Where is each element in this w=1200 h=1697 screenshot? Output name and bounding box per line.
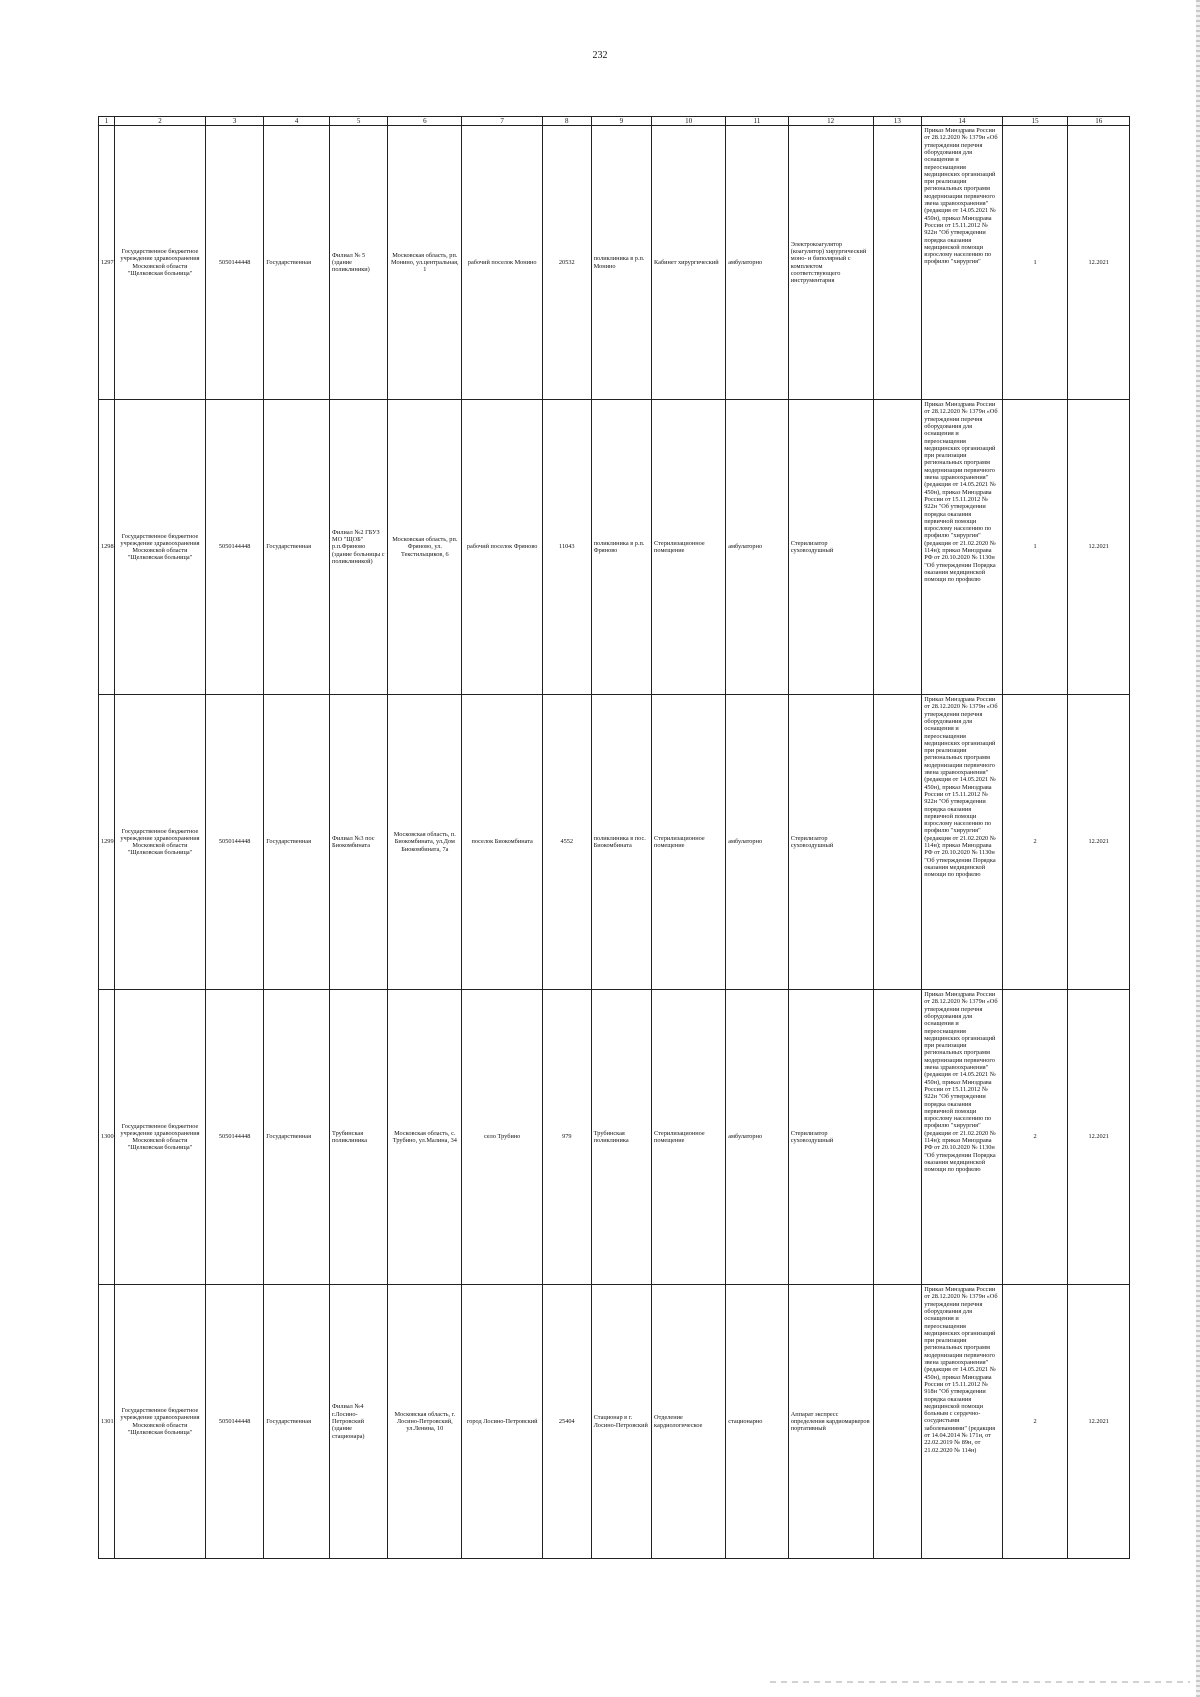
institution-cell: Государственное бюджетное учреждение здравоохранения Московской области "Щелковская больница": [114, 990, 205, 1285]
room-cell: Кабинет хирургический: [652, 126, 726, 400]
facility-cell: Стационар в г. Лосино-Петровский: [591, 1285, 651, 1559]
address-cell: Московская область, рп. Монино, ул.центральная, 1: [388, 126, 462, 400]
quantity-cell: 2: [1002, 990, 1068, 1285]
population-cell: 11043: [542, 400, 591, 695]
equipment-cell: Стерилизатор суховоздушный: [788, 990, 873, 1285]
legal-basis-cell: Приказ Минздрава России от 28.12.2020 № 1379н «Об утверждении перечня оборудования для оснащения и переоснащения медицинских организаций при реализации региональных программ модернизации первичного звена здравоохранения"(редакция от 14.05.2021 № 450н), приказ Минздрава России от 15.11.2012 № 922н "Об утверждении порядка оказания первичной помощи взрослому населению по профилю "хирургия" (редакция от 21.02.2020 № 114н); приказ Минздрава РФ от 20.10.2020 № 1130н "Об утверждении Порядка оказания медицинской помощи по профилю: [922, 990, 1003, 1285]
facility-cell: поликлиника в р.п. Фряново: [591, 400, 651, 695]
equipment-cell: Электрокоагулятор (коагулятор) хирургический моно- и биполярный с комплектом соответствующего инструментария: [788, 126, 873, 400]
legal-basis-cell: Приказ Минздрава России от 28.12.2020 № 1379н «Об утверждении перечня оборудования для оснащения и переоснащения медицинских организаций при реализации региональных программ модернизации первичного звена здравоохранения"(редакция от 14.05.2021 № 450н), приказ Минздрава России от 15.11.2012 № 922н "Об утверждении порядка оказания первичной помощи взрослому населению по профилю "хирургия" (редакция от 21.02.2020 № 114н); приказ Минздрава РФ от 20.10.2020 № 1130н "Об утверждении Порядка оказания медицинской помощи по профилю: [922, 695, 1003, 990]
date-cell: 12.2021: [1068, 695, 1130, 990]
column-13-cell: [873, 1285, 922, 1559]
column-header: 10: [652, 117, 726, 126]
column-header: 6: [388, 117, 462, 126]
quantity-cell: 2: [1002, 695, 1068, 990]
room-cell: Стерилизационное помещение: [652, 400, 726, 695]
column-header: 7: [462, 117, 543, 126]
row-number-cell: 1299: [99, 695, 115, 990]
column-header: 12: [788, 117, 873, 126]
equipment-cell: Стерилизатор суховоздушный: [788, 695, 873, 990]
subdivision-cell: Филиал № 5 (здание поликлиники): [329, 126, 387, 400]
population-cell: 20532: [542, 126, 591, 400]
column-header: 13: [873, 117, 922, 126]
address-cell: Московская область, с. Трубино, ул.Малина, 34: [388, 990, 462, 1285]
page-number: 232: [592, 50, 608, 61]
row-number-cell: 1298: [99, 400, 115, 695]
column-header: 5: [329, 117, 387, 126]
column-header: 1: [99, 117, 115, 126]
quantity-cell: 1: [1002, 126, 1068, 400]
ownership-cell: Государственная: [264, 990, 330, 1285]
settlement-cell: рабочий поселок Фряново: [462, 400, 543, 695]
facility-cell: поликлиника в пос. Биокомбината: [591, 695, 651, 990]
table-row: [99, 400, 1130, 695]
quantity-cell: 1: [1002, 400, 1068, 695]
column-number-row: [99, 117, 1130, 126]
column-header: 14: [922, 117, 1003, 126]
inn-cell: 5050144448: [206, 695, 264, 990]
date-cell: 12.2021: [1068, 126, 1130, 400]
address-cell: Московская область, п. Биокомбината, ул.Дом Биокомбината, 7а: [388, 695, 462, 990]
table-row: [99, 695, 1130, 990]
equipment-table: [98, 116, 1130, 1559]
ownership-cell: Государственная: [264, 695, 330, 990]
ownership-cell: Государственная: [264, 126, 330, 400]
equipment-cell: Аппарат экспресс определения кардиомаркеров портативный: [788, 1285, 873, 1559]
legal-basis-cell: Приказ Минздрава России от 28.12.2020 № 1379н «Об утверждении перечня оборудования для оснащения и переоснащения медицинских организаций при реализации региональных программ модернизации первичного звена здравоохранения"(редакция от 14.05.2021 № 450н), приказ Минздрава России от 15.11.2012 № 922н "Об утверждении порядка оказания медицинской помощи взрослому населению по профилю "хирургия": [922, 126, 1003, 400]
column-header: 3: [206, 117, 264, 126]
care-type-cell: стационарно: [726, 1285, 789, 1559]
subdivision-cell: Трубинская поликлиника: [329, 990, 387, 1285]
scanner-edge-artifact: [1196, 0, 1200, 1697]
row-number-cell: 1301: [99, 1285, 115, 1559]
settlement-cell: рабочий поселок Монино: [462, 126, 543, 400]
care-type-cell: амбулаторно: [726, 126, 789, 400]
institution-cell: Государственное бюджетное учреждение здравоохранения Московской области "Щелковская больница": [114, 1285, 205, 1559]
subdivision-cell: Филиал №3 пос Биокомбината: [329, 695, 387, 990]
facility-cell: поликлиника в р.п. Монино: [591, 126, 651, 400]
population-cell: 4552: [542, 695, 591, 990]
column-header: 2: [114, 117, 205, 126]
population-cell: 979: [542, 990, 591, 1285]
column-header: 8: [542, 117, 591, 126]
inn-cell: 5050144448: [206, 1285, 264, 1559]
table-row: [99, 990, 1130, 1285]
column-header: 16: [1068, 117, 1130, 126]
settlement-cell: село Трубино: [462, 990, 543, 1285]
column-header: 11: [726, 117, 789, 126]
equipment-cell: Стерилизатор суховоздушный: [788, 400, 873, 695]
inn-cell: 5050144448: [206, 990, 264, 1285]
care-type-cell: амбулаторно: [726, 400, 789, 695]
institution-cell: Государственное бюджетное учреждение здравоохранения Московской области "Щелковская больница": [114, 400, 205, 695]
ownership-cell: Государственная: [264, 1285, 330, 1559]
column-header: 4: [264, 117, 330, 126]
institution-cell: Государственное бюджетное учреждение здравоохранения Московской области "Щелковская больница": [114, 126, 205, 400]
column-13-cell: [873, 400, 922, 695]
column-header: 15: [1002, 117, 1068, 126]
date-cell: 12.2021: [1068, 400, 1130, 695]
date-cell: 12.2021: [1068, 1285, 1130, 1559]
quantity-cell: 2: [1002, 1285, 1068, 1559]
inn-cell: 5050144448: [206, 126, 264, 400]
room-cell: Стерилизационное помещение: [652, 695, 726, 990]
table-row: [99, 1285, 1130, 1559]
settlement-cell: город Лосино-Петровский: [462, 1285, 543, 1559]
subdivision-cell: Филиал №2 ГБУЗ МО "ЩОБ" р.п.Фряново (здание больницы с поликлиникой): [329, 400, 387, 695]
care-type-cell: амбулаторно: [726, 990, 789, 1285]
subdivision-cell: Филиал №4 г.Лосино-Петровский (здание стационара): [329, 1285, 387, 1559]
legal-basis-cell: Приказ Минздрава России от 28.12.2020 № 1379н «Об утверждении перечня оборудования для оснащения и переоснащения медицинских организаций при реализации региональных программ модернизации первичного звена здравоохранения"(редакция от 14.05.2021 № 450н), приказ Минздрава России от 15.11.2012 № 922н "Об утверждении порядка оказания первичной помощи взрослому населению по профилю "хирургия" (редакция от 21.02.2020 № 114н); приказ Минздрава РФ от 20.10.2020 № 1130н "Об утверждении Порядка оказания медицинской помощи по профилю: [922, 400, 1003, 695]
settlement-cell: поселок Биокомбината: [462, 695, 543, 990]
date-cell: 12.2021: [1068, 990, 1130, 1285]
room-cell: Отделение кардиологическое: [652, 1285, 726, 1559]
column-13-cell: [873, 126, 922, 400]
scanner-footer-artifact: [770, 1681, 1190, 1683]
facility-cell: Трубинская поликлиника: [591, 990, 651, 1285]
column-13-cell: [873, 990, 922, 1285]
ownership-cell: Государственная: [264, 400, 330, 695]
legal-basis-cell: Приказ Минздрава России от 28.12.2020 № 1379н «Об утверждении перечня оборудования для оснащения и переоснащения медицинских организаций при реализации региональных программ модернизации первичного звена здравоохранения"(редакция от 14.05.2021 № 450н), приказ Минздрава России от 15.11.2012 № 918н "Об утверждении порядка оказания медицинской помощи больным с сердечно-сосудистыми заболеваниями" (редакция от 14.04.2014 № 171н, от 22.02.2019 № 89н, от 21.02.2020 № 114н): [922, 1285, 1003, 1559]
row-number-cell: 1300: [99, 990, 115, 1285]
column-header: 9: [591, 117, 651, 126]
room-cell: Стерилизационное помещение: [652, 990, 726, 1285]
table-row: [99, 126, 1130, 400]
address-cell: Московская область, г. Лосино-Петровский, ул.Ленина, 10: [388, 1285, 462, 1559]
institution-cell: Государственное бюджетное учреждение здравоохранения Московской области "Щелковская больница": [114, 695, 205, 990]
address-cell: Московская область, рп. Фряново, ул. Текстильщиков, 6: [388, 400, 462, 695]
inn-cell: 5050144448: [206, 400, 264, 695]
population-cell: 25404: [542, 1285, 591, 1559]
row-number-cell: 1297: [99, 126, 115, 400]
care-type-cell: амбулаторно: [726, 695, 789, 990]
column-13-cell: [873, 695, 922, 990]
